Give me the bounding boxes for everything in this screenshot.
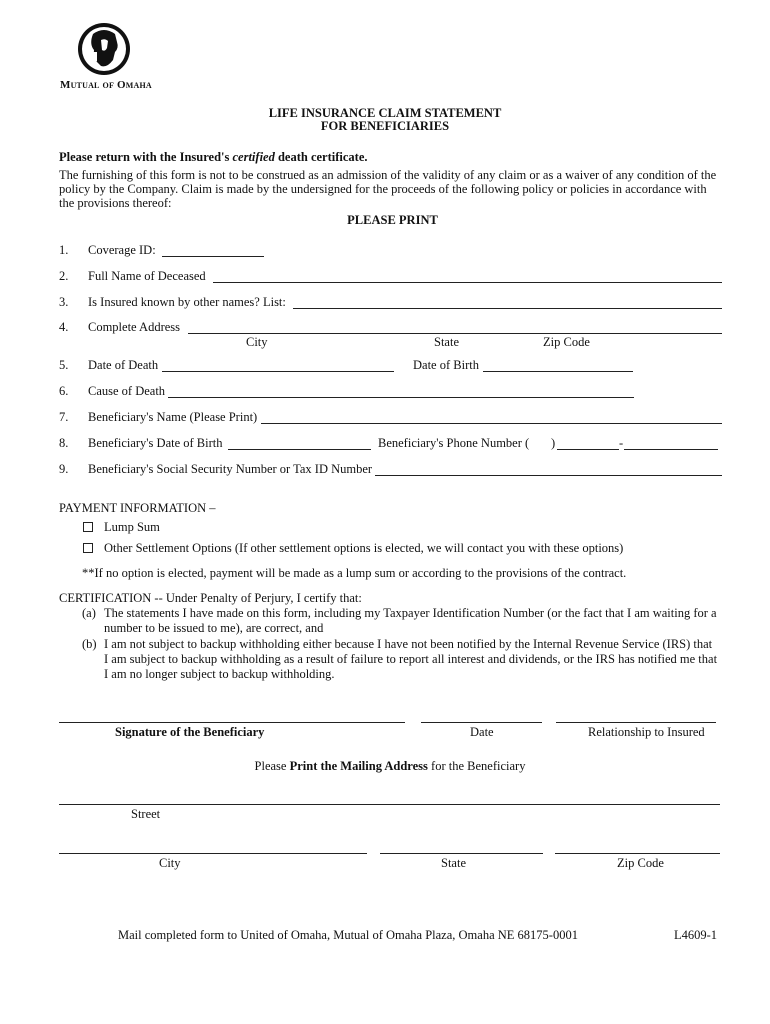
return-emphasis: certified [232, 150, 275, 164]
date-of-death-label: Date of Death [88, 358, 159, 372]
cert-a-line1: The statements I have made on this form, including my Taxpayer Identification Number (or the fact that I am waiting for a [104, 606, 717, 620]
relationship-label: Relationship to Insured [588, 725, 705, 739]
indian-head-emblem-icon [77, 22, 131, 76]
date-of-birth-field[interactable] [483, 371, 633, 372]
mailing-street-label: Street [131, 807, 161, 821]
item-number-7: 7. [59, 410, 69, 424]
cert-b-label: (b) [82, 637, 97, 651]
mailing-street-field[interactable] [59, 804, 720, 805]
item-number-8: 8. [59, 436, 69, 450]
return-suffix: death certificate. [274, 150, 368, 164]
cert-b-line1: I am not subject to backup withholding either because I have not been notified by the Internal Revenue Service (IRS) that [104, 637, 713, 651]
mailing-zip-field[interactable] [555, 853, 720, 854]
cause-of-death-label: Cause of Death [88, 384, 166, 398]
phone-area-code-field[interactable] [532, 449, 550, 450]
phone-prefix-field[interactable] [557, 449, 619, 450]
item-number-6: 6. [59, 384, 69, 398]
mailing-state-label: State [441, 856, 466, 870]
mailing-state-field[interactable] [380, 853, 543, 854]
item-number-2: 2. [59, 269, 69, 283]
address-field[interactable] [188, 333, 722, 334]
address-label: Complete Address [88, 320, 181, 334]
form-title-line1: LIFE INSURANCE CLAIM STATEMENT [268, 106, 502, 120]
mailing-suffix: for the Beneficiary [427, 759, 526, 773]
cert-b-line3: I am no longer subject to backup withholding. [104, 667, 335, 681]
brand-wordmark: Mutual of Omaha [60, 79, 152, 91]
item-number-5: 5. [59, 358, 69, 372]
lump-sum-checkbox[interactable] [83, 522, 93, 532]
signature-label: Signature of the Beneficiary [115, 725, 265, 739]
address-zip-caption: Zip Code [543, 335, 590, 349]
lump-sum-label: Lump Sum [104, 520, 160, 534]
date-of-death-field[interactable] [162, 371, 394, 372]
phone-close-paren: ) [551, 436, 556, 450]
mailing-instruction [0, 759, 770, 774]
other-options-label: Other Settlement Options (If other settlement options is elected, we will contact you with these options) [104, 541, 624, 555]
please-print-heading: PLEASE PRINT [347, 213, 438, 227]
signature-field[interactable] [59, 722, 405, 723]
cert-a-label: (a) [82, 606, 96, 620]
cert-a-line2: number to be issued to me), are correct, and [104, 621, 324, 635]
date-of-birth-label: Date of Birth [413, 358, 479, 372]
relationship-field[interactable] [556, 722, 716, 723]
item-number-1: 1. [59, 243, 69, 257]
beneficiary-ssn-field[interactable] [375, 475, 722, 476]
address-city-caption: City [246, 335, 268, 349]
company-logo [58, 22, 158, 92]
coverage-id-label: Coverage ID: [88, 243, 156, 257]
mailing-city-field[interactable] [59, 853, 367, 854]
form-code: L4609-1 [674, 928, 718, 942]
coverage-id-field[interactable] [162, 256, 264, 257]
full-name-label: Full Name of Deceased [88, 269, 206, 283]
phone-dash: - [619, 436, 624, 450]
return-instruction [59, 150, 368, 165]
full-name-field[interactable] [213, 282, 722, 283]
other-names-label: Is Insured known by other names? List: [88, 295, 286, 309]
other-options-checkbox[interactable] [83, 543, 93, 553]
beneficiary-dob-field[interactable] [228, 449, 371, 450]
phone-line-field[interactable] [624, 449, 718, 450]
address-state-caption: State [434, 335, 459, 349]
beneficiary-ssn-label: Beneficiary's Social Security Number or Tax ID Number [88, 462, 373, 476]
return-prefix: Please return with the Insured's [59, 150, 233, 164]
mailing-emphasis: Print the Mailing Address [289, 759, 428, 773]
payment-note: **If no option is elected, payment will be made as a lump sum or according to the provisions of the contract. [82, 566, 627, 580]
signature-date-label: Date [470, 725, 494, 739]
cause-of-death-field[interactable] [168, 397, 634, 398]
item-number-9: 9. [59, 462, 69, 476]
other-names-field[interactable] [293, 308, 722, 309]
form-title-line2: FOR BENEFICIARIES [320, 119, 450, 133]
item-number-4: 4. [59, 320, 69, 334]
item-number-3: 3. [59, 295, 69, 309]
signature-date-field[interactable] [421, 722, 542, 723]
payment-heading: PAYMENT INFORMATION – [59, 501, 216, 515]
certification-heading: CERTIFICATION -- Under Penalty of Perjury, I certify that: [59, 591, 362, 605]
mailing-city-label: City [159, 856, 181, 870]
beneficiary-name-field[interactable] [261, 423, 722, 424]
mailing-prefix: Please [254, 759, 290, 773]
beneficiary-name-label: Beneficiary's Name (Please Print) [88, 410, 258, 424]
mail-to-instruction: Mail completed form to United of Omaha, Mutual of Omaha Plaza, Omaha NE 68175-0001 [118, 928, 578, 942]
disclaimer-paragraph: The furnishing of this form is not to be construed as an admission of the validity of any claim or as a waiver of any condition of the policy by the Company. Claim is made by the undersigned for the proceeds of the following policy or policies in accordance with the provisions thereof: [59, 168, 717, 210]
beneficiary-dob-label: Beneficiary's Date of Birth [88, 436, 223, 450]
beneficiary-phone-label: Beneficiary's Phone Number ( [378, 436, 530, 450]
cert-b-line2: I am subject to backup withholding as a result of failure to report all interest and dividends, or the IRS has notified me that [104, 652, 718, 666]
mailing-zip-label: Zip Code [617, 856, 664, 870]
